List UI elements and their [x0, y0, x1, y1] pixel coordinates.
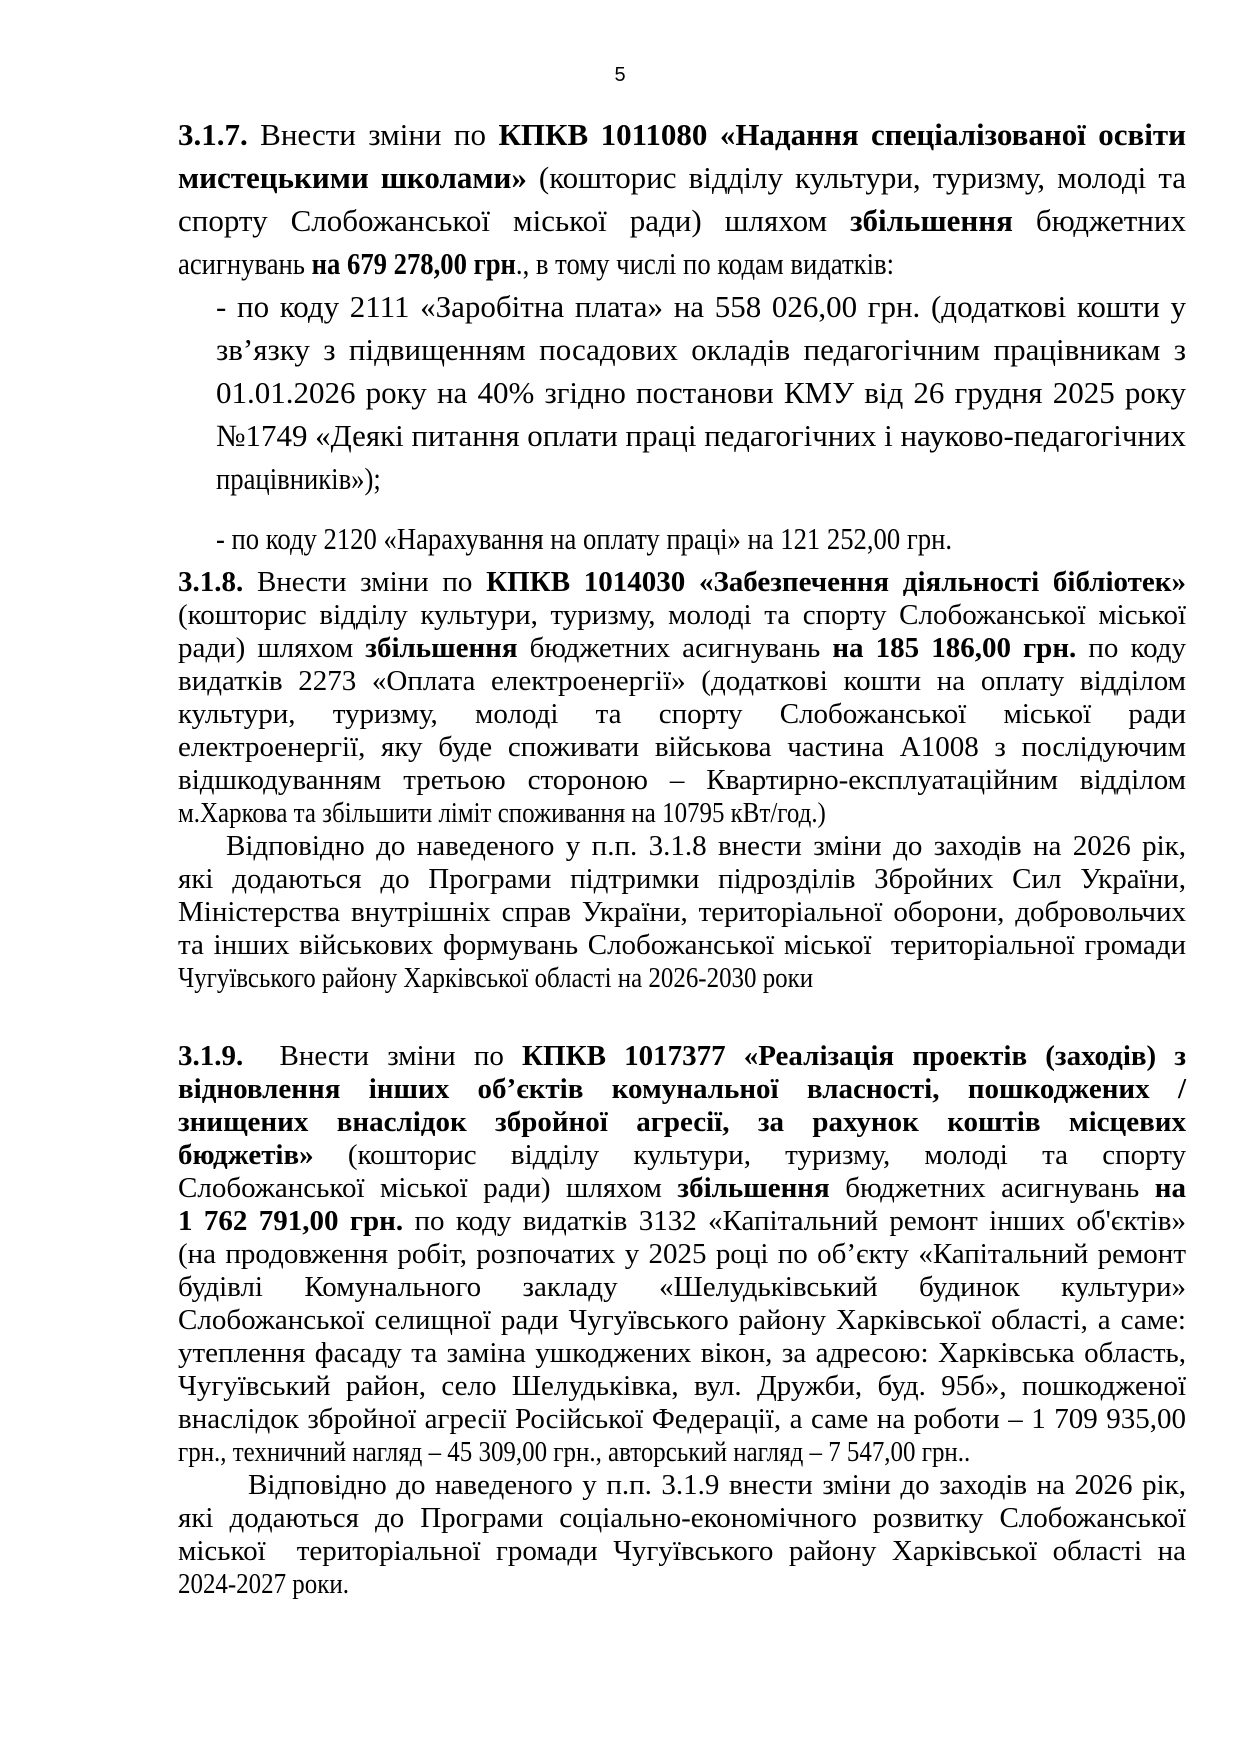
- section-3-1-7-line: [178, 199, 1186, 242]
- text-run: Слобожанської: [290, 203, 490, 238]
- section-3-1-9-line: [178, 1403, 1186, 1436]
- text-run: [1013, 203, 1036, 238]
- text-run: [490, 203, 513, 238]
- note-line: [178, 1568, 1186, 1601]
- text-run: №1749 «Деякі питання оплати праці педагогічних і науково-педагогічних: [216, 418, 1186, 453]
- bold-text: знищених внаслідок збройної агресії, за рахунок коштів місцевих: [178, 1106, 1186, 1138]
- text-run: [588, 117, 600, 152]
- text-run: [702, 203, 725, 238]
- bold-text: на 185 186,00 грн.: [832, 632, 1077, 664]
- text-run: ради) шляхом: [178, 632, 366, 664]
- text-run: відділу: [688, 160, 783, 195]
- bold-text: 3.1.7.: [178, 117, 248, 152]
- text-run: Внести зміни по: [243, 566, 487, 598]
- text-run: [268, 203, 291, 238]
- text-run: міської територіальної громади Чугуївського району Харківської області на: [178, 1535, 1186, 1567]
- section-3-1-9-line: [178, 1205, 1186, 1238]
- text-run: - по коду 2111 «Заробітна плата» на 558 026,00 грн. (додаткові кошти у: [216, 289, 1186, 324]
- bold-text: КПКВ 1014030 «Забезпечення діяльності бібліотек»: [486, 566, 1186, 598]
- section-3-1-9-line: [178, 1436, 1186, 1469]
- text-run: видатків 2273 «Оплата електроенергії» (додаткові кошти на оплату відділом: [178, 665, 1186, 697]
- bold-text: КПКВ: [498, 117, 589, 152]
- section-3-1-7-line: [178, 113, 1186, 156]
- section-3-1-8-line: [178, 764, 1186, 797]
- note-line: [178, 1535, 1186, 1568]
- bold-text: спеціалізованої: [871, 117, 1086, 152]
- bold-text: 3.1.8.: [178, 566, 244, 598]
- note-line: [178, 962, 1186, 995]
- section-3-1-9-line: [178, 1106, 1186, 1139]
- note-line: [178, 1502, 1186, 1535]
- section-3-1-8-line: [178, 698, 1186, 731]
- section-3-1-8-line: [178, 665, 1186, 698]
- page-number: 5: [614, 64, 626, 86]
- section-3-1-9: [178, 1040, 1186, 1601]
- text-run: працівників»);: [216, 461, 381, 496]
- text-run: утеплення фасаду та заміна ушкоджених вікон, за адресою: Харківська область,: [178, 1337, 1186, 1369]
- text-run: культури,: [795, 160, 921, 195]
- text-run: [527, 160, 539, 195]
- text-run: та інших військових формувань Слобожанської міської територіальної громади: [178, 929, 1186, 961]
- bold-text: збільшення: [365, 632, 518, 664]
- text-run: (на продовження робіт, розпочатих у 2025 році по об’єкту «Капітальний ремонт: [178, 1238, 1186, 1270]
- bold-text: освіти: [1098, 117, 1186, 152]
- note-line: [178, 830, 1186, 863]
- bullet-line: [178, 328, 1186, 371]
- section-3-1-9-line: [178, 1073, 1186, 1106]
- section-3-1-8-line: [178, 632, 1186, 665]
- text-run: [607, 203, 630, 238]
- section-3-1-8-line: [178, 797, 1186, 830]
- note-line: [178, 1469, 1186, 1502]
- text-run: ради): [629, 203, 702, 238]
- text-run: які додаються до Програми соціально-економічного розвитку Слобожанської: [178, 1502, 1186, 1534]
- text-run: [827, 203, 850, 238]
- section-3-1-8-line: [178, 566, 1186, 599]
- text-run: спорту: [178, 203, 268, 238]
- text-run: бюджетних асигнувань: [517, 632, 833, 664]
- text-run: Відповідно до наведеного у п.п. 3.1.8 внести зміни до заходів на 2026 рік,: [226, 830, 1186, 862]
- text-run: культури, туризму, молоді та спорту Слобожанської міської ради: [178, 698, 1186, 730]
- text-run: [783, 160, 795, 195]
- bold-text: 3.1.9.: [178, 1040, 244, 1072]
- section-3-1-8-line: [178, 731, 1186, 764]
- bold-text: КПКВ 1017377 «Реалізація проектів (заходів) з: [521, 1040, 1186, 1072]
- bullet-line: [178, 285, 1186, 328]
- text-run: будівлі Комунального закладу «Шелудьківський будинок культури»: [178, 1271, 1186, 1303]
- text-run: які додаються до Програми підтримки підрозділів Збройних Сил України,: [178, 863, 1186, 895]
- spacer: [178, 500, 1186, 517]
- text-run: зміни: [368, 117, 442, 152]
- text-run: Внести: [260, 117, 356, 152]
- text-run: бюджетних: [1035, 203, 1186, 238]
- text-run: та: [1158, 160, 1186, 195]
- text-run: (кошторис: [538, 160, 677, 195]
- text-run: Чугуївського району Харківської області на 2026-2030 роки: [178, 962, 814, 994]
- bold-text: «Надання: [719, 117, 859, 152]
- text-run: [1045, 160, 1057, 195]
- text-run: Відповідно до наведеного у п.п. 3.1.9 внести зміни до заходів на 2026 рік,: [248, 1469, 1186, 1501]
- note-line: [178, 863, 1186, 896]
- bold-text: збільшення: [850, 203, 1013, 238]
- text-run: Слобожанської міської ради) шляхом: [178, 1172, 678, 1204]
- text-run: бюджетних асигнувань: [829, 1172, 1155, 1204]
- text-run: Чугуївський район, село Шелудьківка, вул. Дружби, буд. 95б», пошкодженої: [178, 1370, 1186, 1402]
- text-run: (кошторис відділу культури, туризму, молоді та спорту Слобожанської міської: [178, 599, 1186, 631]
- text-run: зв’язку з підвищенням посадових окладів педагогічним працівникам з: [216, 332, 1186, 367]
- text-run: [859, 117, 871, 152]
- text-run: електроенергії, яку буде споживати військова частина А1008 з послідуючим: [178, 731, 1186, 763]
- section-3-1-9-line: [178, 1172, 1186, 1205]
- text-run: [486, 117, 498, 152]
- bold-text: відновлення інших об’єктів комунальної власності, пошкоджених /: [178, 1073, 1186, 1105]
- section-3-1-7-line: [178, 156, 1186, 199]
- bold-text: на: [1154, 1172, 1186, 1204]
- section-3-1-9-line: [178, 1271, 1186, 1304]
- text-run: [356, 117, 368, 152]
- section-3-1-9-line: [178, 1370, 1186, 1403]
- text-run: [369, 160, 381, 195]
- text-run: молоді: [1057, 160, 1147, 195]
- bold-text: 1011080: [600, 117, 708, 152]
- text-run: по коду видатків 3132 «Капітальний ремонт інших об'єктів»: [403, 1205, 1186, 1237]
- section-3-1-7-bullets: [178, 285, 1186, 560]
- bullet-line: [178, 371, 1186, 414]
- section-3-1-8-line: [178, 599, 1186, 632]
- section-3-1-9-line: [178, 1238, 1186, 1271]
- bullet-line: [178, 457, 1186, 500]
- text-run: асигнувань: [178, 246, 305, 281]
- bold-text: бюджетів»: [178, 1139, 314, 1171]
- text-run: Внести зміни по: [243, 1040, 522, 1072]
- bold-text: 1 762 791,00 грн.: [178, 1205, 404, 1237]
- bold-text: збільшення: [677, 1172, 830, 1204]
- text-run: 2024-2027 роки.: [178, 1568, 349, 1600]
- section-3-1-9-line: [178, 1040, 1186, 1073]
- text-run: [1146, 160, 1158, 195]
- text-run: 01.01.2026 року на 40% згідно постанови КМУ від 26 грудня 2025 року: [216, 375, 1186, 410]
- note-line: [178, 896, 1186, 929]
- bullet-line: [178, 414, 1186, 457]
- text-run: ., в тому числі по кодам видатків:: [515, 246, 894, 281]
- section-3-1-9-line: [178, 1304, 1186, 1337]
- text-run: [921, 160, 933, 195]
- note-line: [178, 929, 1186, 962]
- text-run: Міністерства внутрішніх справ України, територіальної оборони, добровольчих: [178, 896, 1186, 928]
- text-run: (кошторис відділу культури, туризму, молоді та спорту: [313, 1139, 1186, 1171]
- text-run: по коду: [1076, 632, 1186, 664]
- section-3-1-9-line: [178, 1139, 1186, 1172]
- section-3-1-8: [178, 566, 1186, 995]
- text-run: відшкодуванням третьою стороною – Квартирно-експлуатаційним відділом: [178, 764, 1186, 796]
- text-run: внаслідок збройної агресії Російської Федерації, а саме на роботи – 1 709 935,00: [178, 1403, 1186, 1435]
- text-run: грн., техничний нагляд – 45 309,00 грн., авторський нагляд – 7 547,00 грн..: [178, 1436, 971, 1468]
- section-3-1-9-line: [178, 1337, 1186, 1370]
- text-run: по: [453, 117, 487, 152]
- bold-text: школами»: [380, 160, 527, 195]
- text-run: [442, 117, 454, 152]
- text-run: м.Харкова та збільшити ліміт споживання на 10795 кВт/год.): [178, 797, 826, 829]
- bold-text: на 679 278,00 грн: [311, 246, 516, 281]
- section-3-1-7: [178, 113, 1186, 285]
- section-3-1-7-line: [178, 242, 1186, 285]
- text-run: Слобожанської селищної ради Чугуївського району Харківської області, а саме:: [178, 1304, 1186, 1336]
- text-run: [1086, 117, 1098, 152]
- text-run: [707, 117, 719, 152]
- text-run: шляхом: [724, 203, 828, 238]
- text-run: - по коду 2120 «Нарахування на оплату праці» на 121 252,00 грн.: [216, 521, 953, 556]
- bold-text: мистецькими: [178, 160, 369, 195]
- text-run: міської: [512, 203, 607, 238]
- bullet-line: [178, 517, 1186, 560]
- text-run: [248, 117, 260, 152]
- text-run: [677, 160, 689, 195]
- text-run: туризму,: [932, 160, 1046, 195]
